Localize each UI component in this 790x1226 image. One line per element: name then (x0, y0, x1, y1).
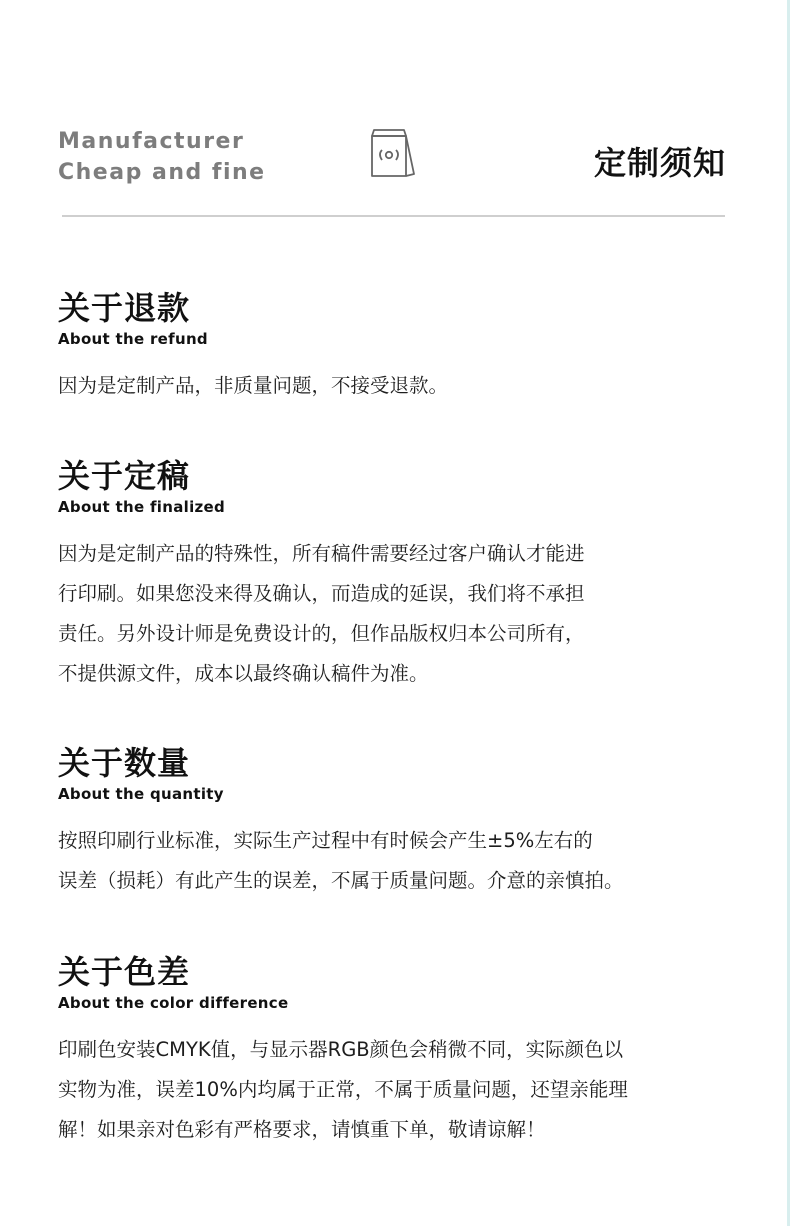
brand-slogan (58, 126, 266, 188)
section-title: 关于数量 (58, 744, 191, 782)
body-line: 不提供源文件，成本以最终确认稿件为准。 (58, 662, 429, 685)
section-body (58, 366, 738, 406)
shopping-bag-icon (368, 124, 418, 182)
body-line: 因为是定制产品，非质量问题，不接受退款。 (58, 374, 449, 397)
body-line: 行印刷。如果您没来得及确认，而造成的延误，我们将不承担 (58, 582, 585, 605)
body-line: 解！如果亲对色彩有严格要求，请慎重下单，敬请谅解！ (58, 1118, 546, 1141)
section-quantity (58, 743, 738, 901)
section-body (58, 1030, 738, 1150)
brand-line-2: Cheap and fine (58, 160, 266, 185)
section-finalized (58, 456, 738, 694)
page-header (58, 126, 726, 196)
section-title: 关于色差 (58, 953, 191, 991)
section-subtitle: About the finalized (58, 498, 226, 516)
body-line: 因为是定制产品的特殊性，所有稿件需要经过客户确认才能进 (58, 542, 585, 565)
section-subtitle: About the quantity (58, 785, 224, 803)
section-title: 关于退款 (58, 289, 191, 327)
section-body (58, 534, 738, 694)
section-subtitle: About the refund (58, 330, 208, 348)
section-title: 关于定稿 (58, 457, 191, 495)
section-subtitle: About the color difference (58, 994, 289, 1012)
page-title: 定制须知 (593, 144, 726, 182)
body-line: 印刷色安装CMYK值，与显示器RGB颜色会稍微不同，实际颜色以 (58, 1038, 624, 1061)
section-body (58, 821, 738, 901)
brand-line-1: Manufacturer (58, 129, 245, 154)
header-divider (62, 215, 725, 217)
body-line: 责任。另外设计师是免费设计的，但作品版权归本公司所有， (58, 622, 585, 645)
body-line: 实物为准，误差10%内均属于正常，不属于质量问题，还望亲能理 (58, 1078, 628, 1101)
section-refund (58, 288, 738, 406)
body-line: 误差（损耗）有此产生的误差，不属于质量问题。介意的亲慎拍。 (58, 869, 624, 892)
section-color-difference (58, 952, 738, 1150)
body-line: 按照印刷行业标准，实际生产过程中有时候会产生±5%左右的 (58, 829, 593, 852)
